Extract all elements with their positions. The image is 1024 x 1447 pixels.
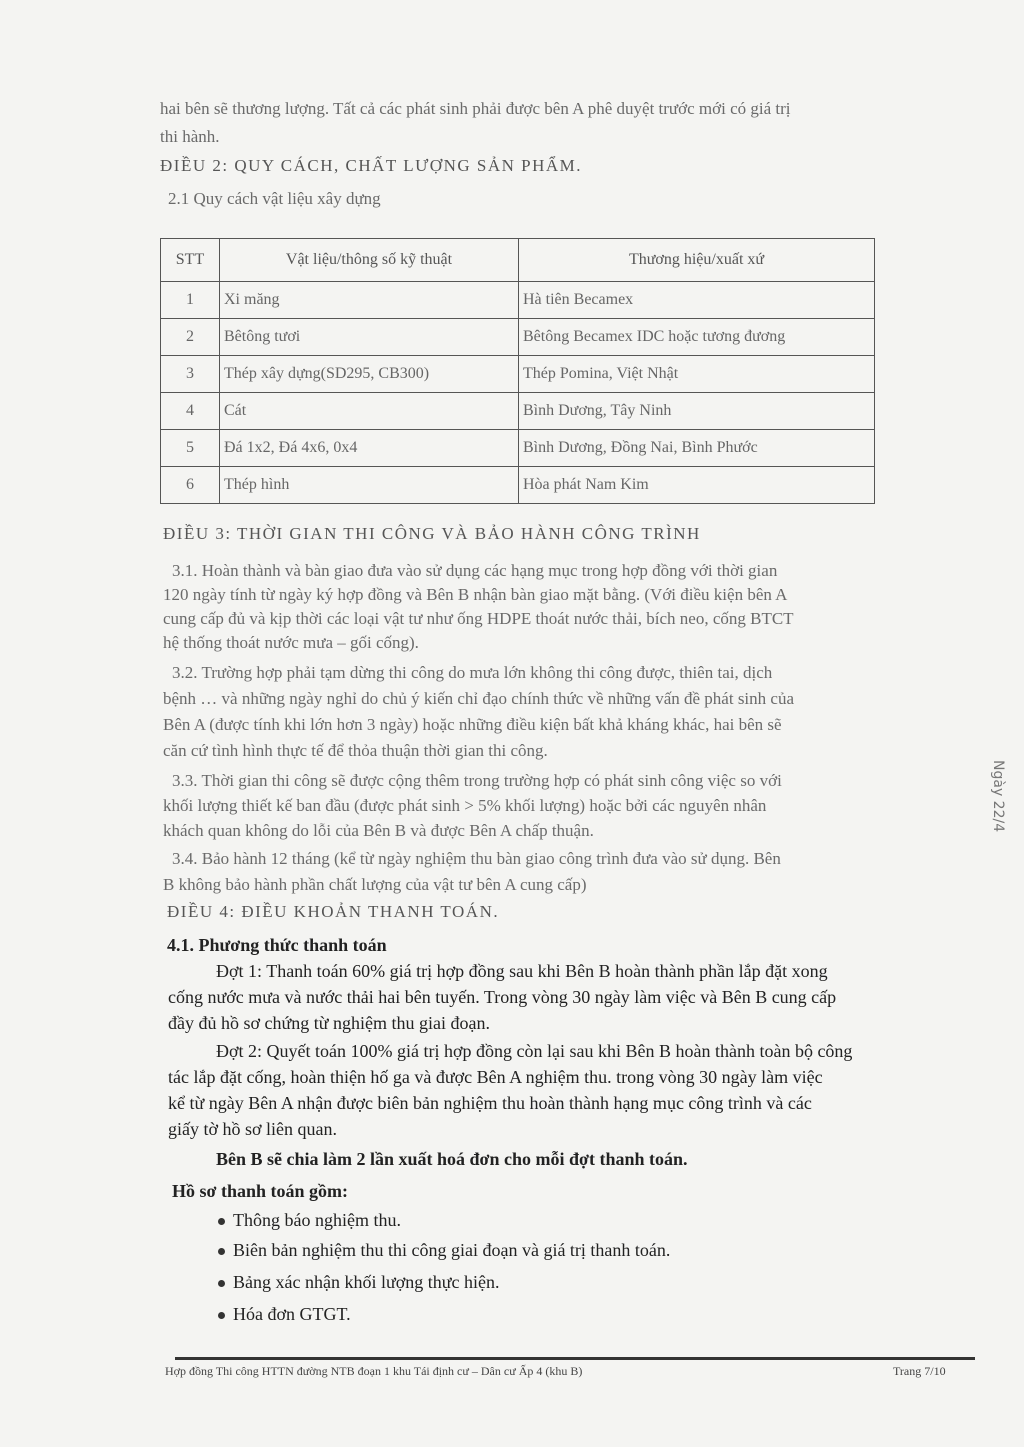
cell-stt: 6 <box>161 467 220 504</box>
clause-3-2-line: 3.2. Trường hợp phải tạm dừng thi công do mưa lớn không thi công được, thiên tai, dịch <box>172 663 773 682</box>
table-row <box>161 356 875 393</box>
article-4-heading: ĐIỀU 4: ĐIỀU KHOẢN THANH TOÁN. <box>167 902 500 921</box>
cell-brand: Hà tiên Becamex <box>519 282 875 319</box>
invoice-note: Bên B sẽ chia làm 2 lần xuất hoá đơn cho mỗi đợt thanh toán. <box>216 1149 688 1169</box>
header-brand: Thương hiệu/xuất xứ <box>519 239 875 282</box>
cell-stt: 1 <box>161 282 220 319</box>
table-row <box>161 319 875 356</box>
cell-material: Thép hình <box>220 467 519 504</box>
cell-brand: Bình Dương, Tây Ninh <box>519 393 875 430</box>
page-number: Trang 7/10 <box>893 1364 946 1378</box>
payment-doc-text: Bảng xác nhận khối lượng thực hiện. <box>233 1272 500 1292</box>
article-4-subheading: 4.1. Phương thức thanh toán <box>167 935 387 955</box>
payment-phase-1-line: Đợt 1: Thanh toán 60% giá trị hợp đồng sau khi Bên B hoàn thành phần lắp đặt xong <box>216 961 828 981</box>
materials-table <box>160 238 875 504</box>
bullet-icon <box>218 1218 225 1225</box>
header-material: Vật liệu/thông số kỹ thuật <box>220 239 519 282</box>
cell-brand: Hòa phát Nam Kim <box>519 467 875 504</box>
table-row <box>161 430 875 467</box>
clause-3-1-line: cung cấp đủ và kịp thời các loại vật tư như ống HDPE thoát nước thải, bích neo, cống BTCT <box>163 609 794 628</box>
cell-material: Thép xây dựng(SD295, CB300) <box>220 356 519 393</box>
clause-3-3-line: khối lượng thiết kế ban đầu (được phát sinh > 5% khối lượng) hoặc bởi các nguyên nhân <box>163 796 767 815</box>
payment-phase-1-line: đầy đủ hồ sơ chứng từ nghiệm thu giai đoạn. <box>168 1013 490 1033</box>
footer-rule <box>175 1357 975 1360</box>
payment-doc-item <box>218 1210 401 1231</box>
date-stamp: Ngày 22/4 <box>990 760 1006 833</box>
cell-material: Cát <box>220 393 519 430</box>
clause-3-1-line: 3.1. Hoàn thành và bàn giao đưa vào sử dụng các hạng mục trong hợp đồng với thời gian <box>172 561 778 580</box>
cell-stt: 3 <box>161 356 220 393</box>
cell-brand: Bình Dương, Đồng Nai, Bình Phước <box>519 430 875 467</box>
clause-3-2-line: bệnh … và những ngày nghỉ do chủ ý kiến chỉ đạo chính thức về những vấn đề phát sinh của <box>163 689 795 708</box>
payment-phase-2-line: kể từ ngày Bên A nhận được biên bản nghiệm thu hoàn thành hạng mục công trình và các <box>168 1093 812 1113</box>
cell-stt: 5 <box>161 430 220 467</box>
payment-phase-2-line: Đợt 2: Quyết toán 100% giá trị hợp đồng còn lại sau khi Bên B hoàn thành toàn bộ công <box>216 1041 853 1061</box>
bullet-icon <box>218 1280 225 1287</box>
article-2-heading: ĐIỀU 2: QUY CÁCH, CHẤT LƯỢNG SẢN PHẨM. <box>160 156 583 175</box>
table-row <box>161 282 875 319</box>
payment-docs-title: Hồ sơ thanh toán gồm: <box>172 1181 348 1201</box>
cell-stt: 2 <box>161 319 220 356</box>
clause-3-2-line: căn cứ tình hình thực tế để thỏa thuận thời gian thi công. <box>163 741 548 760</box>
table-row <box>161 467 875 504</box>
clause-3-3-line: khách quan không do lỗi của Bên B và được Bên A chấp thuận. <box>163 821 594 840</box>
payment-phase-2-line: tác lắp đặt cống, hoàn thiện hố ga và được Bên A nghiệm thu. trong vòng 30 ngày làm việc <box>168 1067 823 1087</box>
cell-material: Xi măng <box>220 282 519 319</box>
payment-doc-text: Hóa đơn GTGT. <box>233 1304 351 1324</box>
payment-doc-item <box>218 1272 499 1293</box>
header-stt: STT <box>161 239 220 282</box>
clause-3-1-line: hệ thống thoát nước mưa – gối cống). <box>163 633 419 652</box>
payment-doc-text: Thông báo nghiệm thu. <box>233 1210 401 1230</box>
clause-3-3-line: 3.3. Thời gian thi công sẽ được cộng thêm trong trường hợp có phát sinh công việc so với <box>172 771 782 790</box>
cell-material: Bêtông tươi <box>220 319 519 356</box>
clause-3-4-line: B không bảo hành phần chất lượng của vật tư bên A cung cấp) <box>163 875 587 894</box>
payment-doc-text: Biên bản nghiệm thu thi công giai đoạn và giá trị thanh toán. <box>233 1240 671 1260</box>
bullet-icon <box>218 1312 225 1319</box>
clause-3-4-line: 3.4. Bảo hành 12 tháng (kể từ ngày nghiệm thu bàn giao công trình đưa vào sử dụng. Bên <box>172 849 781 868</box>
payment-phase-2-line: giấy tờ hồ sơ liên quan. <box>168 1119 338 1139</box>
clause-3-1-line: 120 ngày tính từ ngày ký hợp đồng và Bên B nhận bàn giao mặt bằng. (Với điều kiện bên A <box>163 585 788 604</box>
cell-brand: Thép Pomina, Việt Nhật <box>519 356 875 393</box>
bullet-icon <box>218 1248 225 1255</box>
article-2-subheading: 2.1 Quy cách vật liệu xây dựng <box>168 189 381 208</box>
cell-material: Đá 1x2, Đá 4x6, 0x4 <box>220 430 519 467</box>
table-row <box>161 393 875 430</box>
table-header-row <box>161 239 875 282</box>
article-3-heading: ĐIỀU 3: THỜI GIAN THI CÔNG VÀ BẢO HÀNH CÔNG TRÌNH <box>163 524 701 543</box>
intro-line-2: thi hành. <box>160 127 220 146</box>
payment-doc-item <box>218 1304 351 1325</box>
cell-stt: 4 <box>161 393 220 430</box>
payment-doc-item <box>218 1240 670 1261</box>
intro-line-1: hai bên sẽ thương lượng. Tất cả các phát sinh phải được bên A phê duyệt trước mới có giá trị <box>160 99 791 118</box>
clause-3-2-line: Bên A (được tính khi lớn hơn 3 ngày) hoặc những điều kiện bất khả kháng khác, hai bên sẽ <box>163 715 782 734</box>
payment-phase-1-line: cống nước mưa và nước thải hai bên tuyến. Trong vòng 30 ngày làm việc và Bên B cung cấp <box>168 987 837 1007</box>
footer-title: Hợp đồng Thi công HTTN đường NTB đoạn 1 khu Tái định cư – Dân cư Ấp 4 (khu B) <box>165 1364 583 1378</box>
cell-brand: Bêtông Becamex IDC hoặc tương đương <box>519 319 875 356</box>
